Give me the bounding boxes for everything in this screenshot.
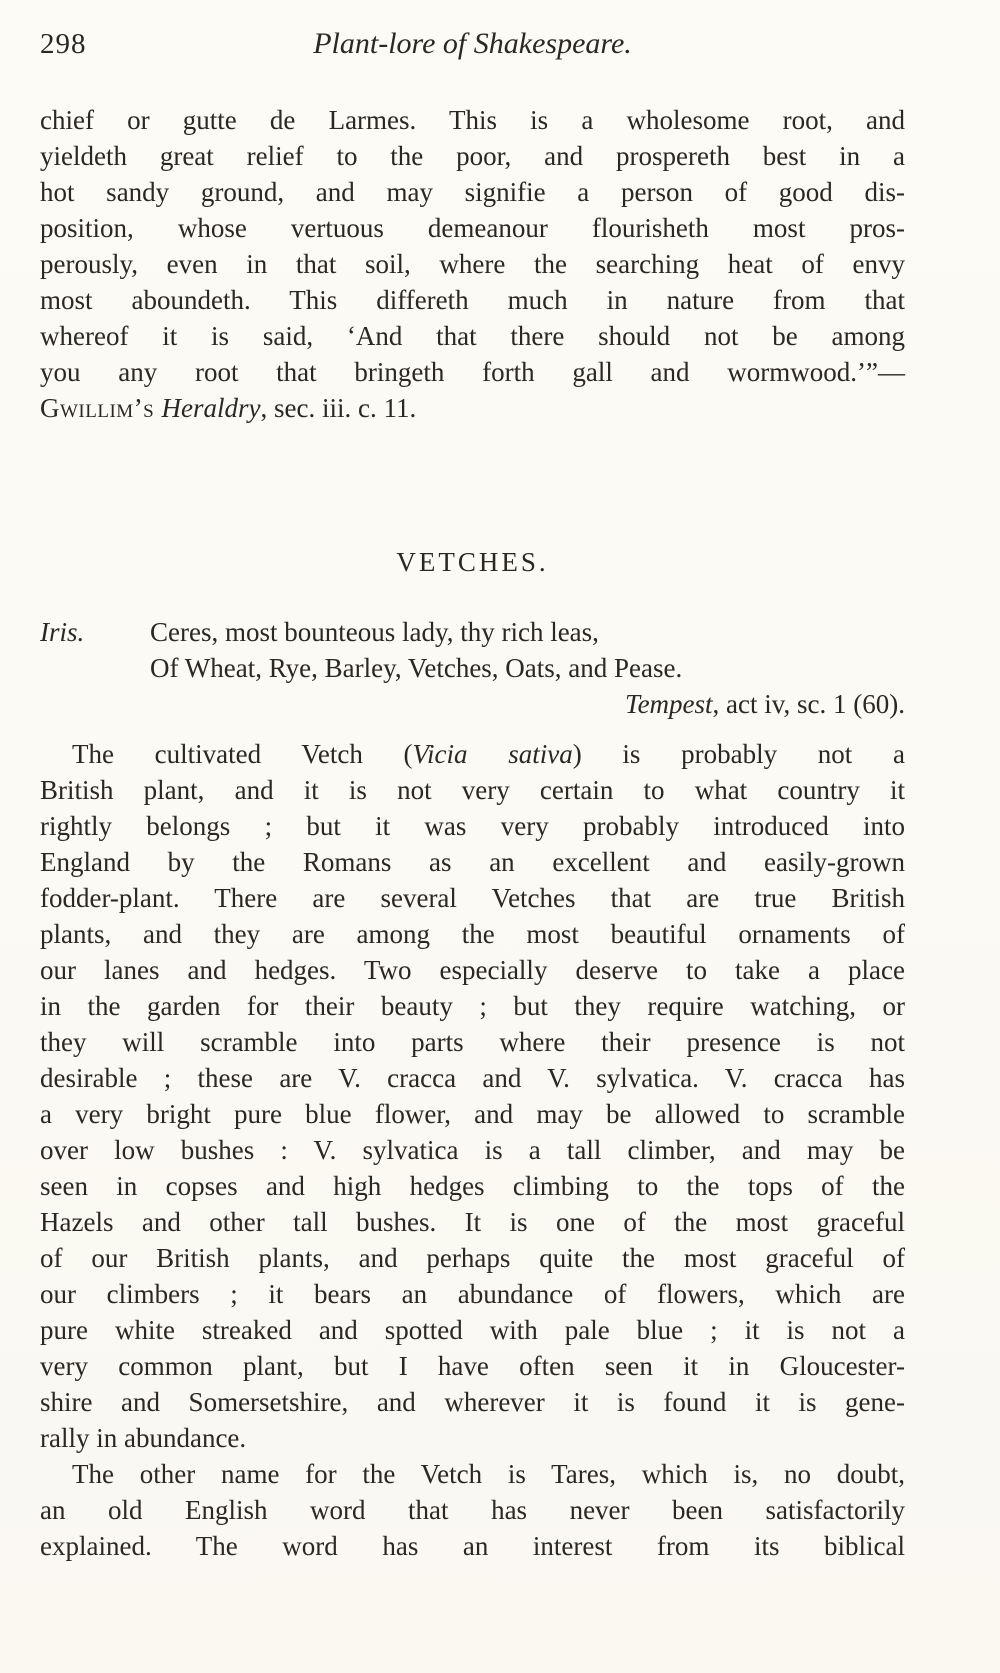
paragraph-tares <box>40 1456 905 1564</box>
quote-line: Of Wheat, Rye, Barley, Vetches, Oats, and Pease. <box>150 653 683 683</box>
text-line: our lanes and hedges. Two especially deserve to take a place <box>40 955 905 985</box>
text-line: yieldeth great relief to the poor, and prospereth best in a <box>40 141 905 171</box>
running-title: Plant-lore of Shakespeare. <box>313 27 632 60</box>
text-line: a very bright pure blue flower, and may be allowed to scramble <box>40 1099 905 1129</box>
paragraph-vetch-description <box>40 736 905 1456</box>
text-line: of our British plants, and perhaps quite the most graceful of <box>40 1243 905 1273</box>
text-line: they will scramble into parts where their presence is not <box>40 1027 905 1057</box>
text-line: rightly belongs ; but it was very probably introduced into <box>40 811 905 841</box>
text-line: our climbers ; it bears an abundance of flowers, which are <box>40 1279 905 1309</box>
quote-attribution <box>40 686 905 722</box>
text-line: England by the Romans as an excellent and easily-grown <box>40 847 905 877</box>
paragraph-continued <box>40 102 905 426</box>
text-line: you any root that bringeth forth gall and wormwood.’”— <box>40 357 905 387</box>
text-segment: The other name for the Vetch is Tares, which is, no doubt, <box>72 1459 905 1489</box>
page-header <box>40 26 905 66</box>
text-segment: rally in abundance. <box>40 1423 247 1453</box>
text-line: whereof it is said, ‘And that there should not be among <box>40 321 905 351</box>
section-heading: VETCHES. <box>396 547 549 577</box>
text-line: most aboundeth. This differeth much in nature from that <box>40 285 905 315</box>
text-line: very common plant, but I have often seen it in Gloucester- <box>40 1351 905 1381</box>
text-line <box>40 1456 905 1492</box>
text-line: over low bushes : V. sylvatica is a tall climber, and may be <box>40 1135 905 1165</box>
text-segment: , act iv, sc. 1 (60). <box>712 689 905 719</box>
text-line: chief or gutte de Larmes. This is a wholesome root, and <box>40 105 905 135</box>
quote-line: Ceres, most bounteous lady, thy rich leas, <box>150 617 599 647</box>
page-number: 298 <box>40 28 87 60</box>
text-segment: , sec. iii. c. 11. <box>260 393 417 423</box>
text-line: perously, even in that soil, where the searching heat of envy <box>40 249 905 279</box>
text-segment: Gwillim’s <box>40 393 162 423</box>
text-segment: Vicia sativa <box>412 739 573 769</box>
text-line <box>40 1420 905 1456</box>
text-line: shire and Somersetshire, and wherever it is found it is gene- <box>40 1387 905 1417</box>
text-segment: The cultivated Vetch ( <box>72 739 413 769</box>
text-line: position, whose vertuous demeanour flourisheth most pros- <box>40 213 905 243</box>
text-line: hot sandy ground, and may signifie a person of good dis- <box>40 177 905 207</box>
text-line: an old English word that has never been satisfactorily <box>40 1495 905 1525</box>
quotation-block <box>40 614 905 722</box>
text-segment: Heraldry <box>161 393 261 423</box>
text-segment: Tempest <box>625 689 713 719</box>
text-line: in the garden for their beauty ; but they require watching, or <box>40 991 905 1021</box>
text-line: plants, and they are among the most beautiful ornaments of <box>40 919 905 949</box>
text-segment: ) is probably not a <box>572 739 905 769</box>
quote-lines <box>150 614 905 686</box>
text-line: fodder-plant. There are several Vetches that are true British <box>40 883 905 913</box>
quote-row <box>40 614 905 686</box>
text-line: British plant, and it is not very certain to what country it <box>40 775 905 805</box>
text-line <box>40 390 905 426</box>
text-line: desirable ; these are V. cracca and V. sylvatica. V. cracca has <box>40 1063 905 1093</box>
text-line: seen in copses and high hedges climbing to the tops of the <box>40 1171 905 1201</box>
text-line: Hazels and other tall bushes. It is one of the most graceful <box>40 1207 905 1237</box>
text-line: pure white streaked and spotted with pale blue ; it is not a <box>40 1315 905 1345</box>
quote-speaker: Iris. <box>40 617 85 647</box>
text-line <box>40 736 905 772</box>
text-line: explained. The word has an interest from its biblical <box>40 1531 905 1561</box>
